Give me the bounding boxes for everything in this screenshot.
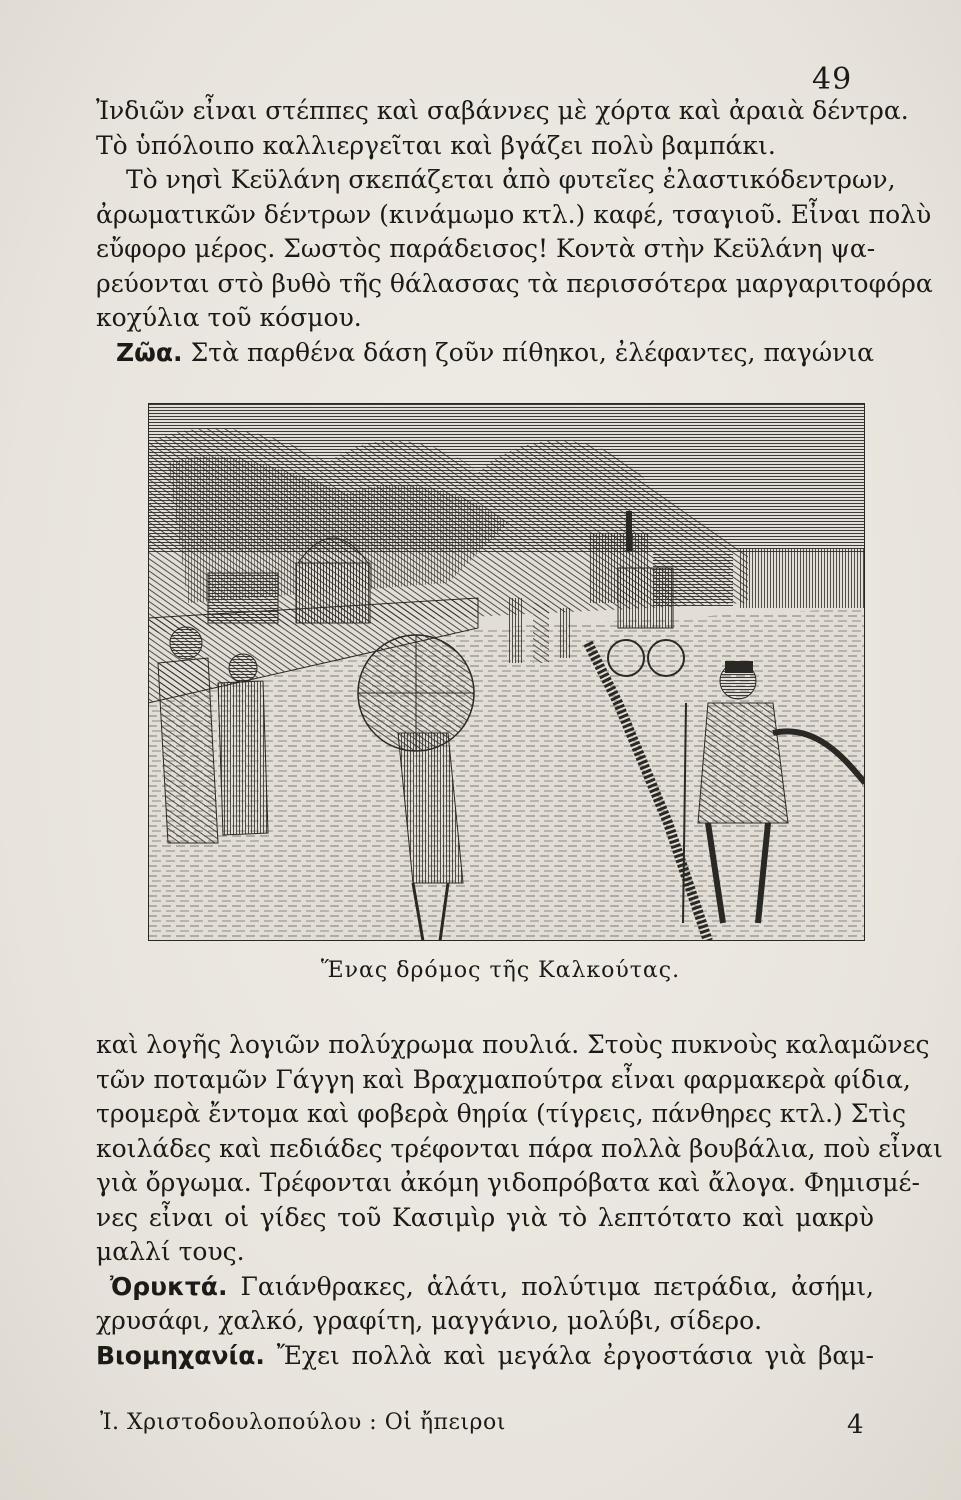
paragraph-fauna-minerals: [96, 1028, 943, 1373]
viomichania-text: Ἔχει πολλὰ καὶ μεγάλα ἐργοστάσια γιὰ βαμ-: [276, 1340, 874, 1370]
footer-author-title: Ἰ. Χριστοδουλοπούλου : Οἱ ἤπειροι: [100, 1410, 506, 1435]
text-line: Τὸ ὑπόλοιπο καλλιεργεῖται καὶ βγάζει πολὺ βαμπάκι.: [96, 130, 776, 160]
text-line: νες εἶναι οἱ γίδες τοῦ Κασιμὶρ γιὰ τὸ λεπτότατο καὶ μακρὺ: [96, 1202, 874, 1232]
text-line: μαλλί τους.: [96, 1237, 245, 1266]
text-line: Ἰνδιῶν εἶναι στέππες καὶ σαβάννες μὲ χόρτα καὶ ἀραιὰ δέντρα.: [96, 96, 909, 125]
text-line: καὶ λογῆς λογιῶν πολύχρωμα πουλιά. Στοὺς πυκνοὺς καλαμῶνες: [96, 1030, 930, 1059]
text-line: ρεύονται στὸ βυθὸ τῆς θάλασσας τὰ περισσότερα μαργαριτοφόρα: [96, 268, 933, 298]
text-line: ἀρωματικῶν δέντρων (κινάμωμο κτλ.) καφέ, τσαγιοῦ. Εἶναι πολὺ: [96, 199, 932, 229]
orykta-line: [96, 1270, 874, 1305]
text-line: γιὰ ὄργωμα. Τρέφονται ἀκόμη γιδοπρόβατα καὶ ἄλογα. Φημισμέ-: [96, 1168, 920, 1197]
text-line: Τὸ νησὶ Κεϋλάνη σκεπάζεται ἀπὸ φυτεῖες ἐλαστικόδεντρων,: [126, 165, 896, 194]
section-heading-zoa: Ζῶα.: [116, 337, 183, 367]
text-line: χρυσάφι, χαλκό, γραφίτη, μαγγάνιο, μολύβι, σίδερο.: [96, 1306, 763, 1335]
section-heading-viomichania: Βιομηχανία.: [96, 1340, 265, 1370]
zoa-text: Στὰ παρθένα δάση ζοῦν πίθηκοι, ἐλέφαντες, παγώνια: [190, 337, 875, 367]
orykta-text: Γαιάνθρακες, ἁλάτι, πολύτιμα πετράδια, ἀσήμι,: [240, 1271, 874, 1301]
zoa-line: [96, 336, 874, 371]
page-footer: [100, 1410, 864, 1440]
paragraph-india-ceylon: [96, 94, 933, 370]
signature-mark: 4: [846, 1410, 864, 1440]
illustration-calcutta-street: [148, 403, 865, 941]
section-heading-orykta: Ὀρυκτά.: [110, 1271, 228, 1301]
text-line: τῶν ποταμῶν Γάγγη καὶ Βραχμαπούτρα εἶναι φαρμακερὰ φίδια,: [96, 1064, 911, 1094]
text-line: κοιλάδες καὶ πεδιάδες τρέφονται πάρα πολλὰ βουβάλια, ποὺ εἶναι: [96, 1133, 943, 1163]
illustration-caption: Ἕνας δρόμος τῆς Καλκούτας.: [320, 958, 681, 983]
text-line: κοχύλια τοῦ κόσμου.: [96, 303, 362, 332]
text-line: τρομερὰ ἔντομα καὶ φοβερὰ θηρία (τίγρεις, πάνθηρες κτλ.) Στὶς: [96, 1099, 907, 1128]
viomichania-line: [96, 1339, 874, 1374]
page-number: 49: [812, 62, 853, 97]
text-line: εὔφορο μέρος. Σωστὸς παράδεισος! Κοντὰ στὴν Κεϋλάνη ψα-: [96, 234, 876, 263]
